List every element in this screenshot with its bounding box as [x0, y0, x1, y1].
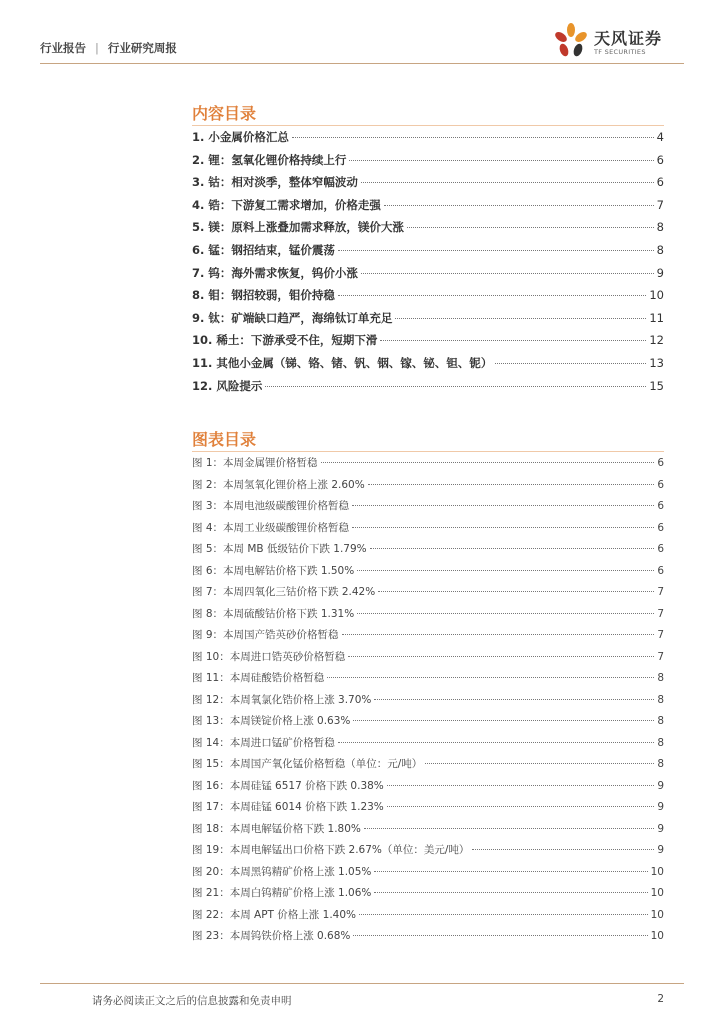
leader-dots — [352, 505, 654, 506]
figure-entry-label: 图 15：本周国产氧化锰价格暂稳（单位：元/吨） — [192, 758, 423, 770]
figure-entry[interactable] — [192, 907, 664, 922]
leader-dots — [378, 591, 654, 592]
leader-dots — [353, 720, 654, 721]
figure-entry-page: 10 — [650, 865, 664, 878]
leader-dots — [349, 160, 653, 161]
logo-english-name: TF SECURITIES — [594, 48, 646, 56]
figure-entry-label: 图 16：本周硅锰 6517 价格下跌 0.38% — [192, 779, 384, 792]
figure-entry[interactable] — [192, 713, 664, 728]
figure-entry-page: 9 — [657, 779, 664, 792]
leader-dots — [327, 677, 654, 678]
contents-entry-page: 15 — [649, 378, 664, 393]
breadcrumb-separator: | — [95, 41, 99, 55]
figure-entry[interactable] — [192, 455, 664, 470]
leader-dots — [374, 699, 654, 700]
leader-dots — [472, 849, 654, 850]
figure-entry[interactable] — [192, 885, 664, 900]
contents-entry-page: 13 — [649, 356, 664, 370]
contents-entry[interactable] — [192, 265, 664, 281]
leader-dots — [359, 914, 648, 915]
contents-entry[interactable] — [192, 174, 664, 190]
figure-entry-label: 图 5：本周 MB 低级钴价下跌 1.79% — [192, 543, 367, 555]
leader-dots — [265, 386, 646, 387]
contents-entry-page: 7 — [656, 197, 664, 212]
contents-entry[interactable] — [192, 152, 664, 168]
contents-title: 内容目录 — [192, 104, 257, 123]
figure-entry-label: 图 6：本周电解钴价格下跌 1.50% — [192, 564, 355, 577]
figure-entry-label: 图 14：本周进口锰矿价格暂稳 — [192, 736, 335, 749]
leader-dots — [357, 570, 654, 571]
contents-entry-page: 4 — [656, 130, 664, 144]
disclaimer-note: 请务必阅读正文之后的信息披露和免责申明 — [92, 995, 292, 1007]
figure-entry-label: 图 23：本周钨铁价格上涨 0.68% — [192, 930, 351, 942]
figure-entry[interactable] — [192, 563, 664, 578]
figure-entry[interactable] — [192, 821, 664, 836]
figure-entry-page: 8 — [657, 758, 664, 770]
leader-dots — [374, 871, 647, 872]
figure-entry[interactable] — [192, 842, 664, 857]
figure-entry[interactable] — [192, 928, 664, 943]
contents-entry-page: 8 — [656, 220, 664, 235]
contents-entry[interactable] — [192, 355, 664, 371]
figure-entry-page: 6 — [657, 478, 664, 491]
flower-logo-icon — [554, 22, 588, 60]
figure-entry[interactable] — [192, 584, 664, 599]
leader-dots — [425, 763, 654, 764]
leader-dots — [370, 548, 655, 549]
page-number: 2 — [657, 993, 664, 1005]
contents-entry[interactable] — [192, 287, 664, 303]
leader-dots — [361, 273, 654, 274]
contents-entry-label: 8. 钼：钢招较弱，钼价持稳 — [192, 288, 335, 303]
figure-entry[interactable] — [192, 520, 664, 535]
figure-entry-page: 10 — [650, 908, 664, 921]
leader-dots — [292, 137, 654, 138]
leader-dots — [395, 318, 646, 319]
figure-entry-label: 图 2：本周氢氧化锂价格上涨 2.60% — [192, 478, 365, 491]
contents-entry-label: 12. 风险提示 — [192, 378, 263, 393]
figure-entry-label: 图 13：本周镁锭价格上涨 0.63% — [192, 715, 351, 727]
leader-dots — [348, 656, 654, 657]
report-subcategory: 行业研究周报 — [107, 41, 177, 55]
figure-entry[interactable] — [192, 864, 664, 879]
contents-entry[interactable] — [192, 219, 664, 235]
leader-dots — [387, 785, 655, 786]
figure-entry-label: 图 7：本周四氧化三钴价格下跌 2.42% — [192, 586, 376, 598]
figure-entry-label: 图 8：本周硫酸钴价格下跌 1.31% — [192, 607, 355, 620]
contents-entry-label: 5. 镁：原料上涨叠加需求释放，镁价大涨 — [192, 220, 404, 235]
contents-entry[interactable] — [192, 378, 664, 394]
contents-entry-page: 8 — [656, 243, 664, 257]
leader-dots — [380, 340, 646, 341]
leader-dots — [353, 935, 647, 936]
logo-chinese-name: 天风证券 — [594, 29, 663, 48]
contents-entry-label: 11. 其他小金属（锑、铬、锗、钒、铟、镓、铋、钽、铌） — [192, 356, 493, 370]
figure-entry-page: 7 — [657, 607, 664, 620]
figure-entry-page: 6 — [657, 564, 664, 577]
contents-entry-label: 10. 稀土：下游承受不住，短期下滑 — [192, 333, 378, 348]
figure-entry-page: 6 — [657, 521, 664, 534]
figure-entry-page: 7 — [657, 586, 664, 598]
figure-entry-label: 图 22：本周 APT 价格上涨 1.40% — [192, 908, 356, 921]
figure-entry[interactable] — [192, 606, 664, 621]
figure-entry[interactable] — [192, 498, 664, 513]
contents-title-divider — [192, 125, 664, 126]
leader-dots — [361, 182, 654, 183]
leader-dots — [338, 250, 654, 251]
leader-dots — [338, 295, 646, 296]
figure-entry-page: 6 — [657, 500, 664, 512]
contents-entry-label: 3. 钴：相对淡季，整体窄幅波动 — [192, 175, 358, 190]
leader-dots — [384, 205, 654, 206]
report-category: 行业报告 — [40, 41, 86, 55]
contents-entry-label: 4. 锆：下游复工需求增加，价格走强 — [192, 197, 381, 212]
figure-entry[interactable] — [192, 799, 664, 814]
figure-entry-label: 图 1：本周金属锂价格暂稳 — [192, 457, 318, 469]
figure-entry[interactable] — [192, 756, 664, 771]
footer-divider — [40, 983, 684, 984]
leader-dots — [342, 634, 655, 635]
figure-entry[interactable] — [192, 692, 664, 707]
figure-entry[interactable] — [192, 670, 664, 685]
leader-dots — [364, 828, 654, 829]
figure-entry-page: 8 — [657, 736, 664, 749]
figure-entry-page: 7 — [657, 629, 664, 641]
contents-entry-page: 11 — [649, 310, 664, 325]
contents-entry[interactable] — [192, 129, 664, 145]
figure-entry-label: 图 20：本周黑钨精矿价格上涨 1.05% — [192, 865, 372, 878]
leader-dots — [495, 363, 646, 364]
figure-entry-label: 图 19：本周电解锰出口价格下跌 2.67%（单位：美元/吨） — [192, 844, 470, 856]
figure-entry-page: 8 — [657, 715, 664, 727]
company-logo — [554, 22, 684, 62]
figure-entry-page: 8 — [657, 672, 664, 684]
figure-entry-label: 图 21：本周白钨精矿价格上涨 1.06% — [192, 887, 372, 899]
contents-entry[interactable] — [192, 197, 664, 213]
figure-entry[interactable] — [192, 778, 664, 793]
leader-dots — [368, 484, 655, 485]
figure-entry-label: 图 18：本周电解锰价格下跌 1.80% — [192, 822, 361, 835]
figure-entry-page: 7 — [657, 650, 664, 663]
figure-entry-page: 10 — [650, 930, 664, 942]
report-breadcrumb — [40, 40, 177, 56]
figure-entry-label: 图 9：本周国产锆英砂价格暂稳 — [192, 629, 339, 641]
figure-entry[interactable] — [192, 649, 664, 664]
contents-entry-page: 10 — [649, 288, 664, 303]
figure-entry-label: 图 12：本周氧氯化锆价格上涨 3.70% — [192, 693, 372, 706]
figure-entry-label: 图 10：本周进口锆英砂价格暂稳 — [192, 650, 346, 663]
figure-entry[interactable] — [192, 627, 664, 642]
contents-entry-page: 6 — [656, 152, 664, 167]
figure-entry-page: 9 — [657, 844, 664, 856]
figure-entry-page: 8 — [657, 693, 664, 706]
contents-entry-page: 9 — [656, 265, 664, 280]
leader-dots — [387, 806, 655, 807]
contents-entry-label: 9. 钛：矿端缺口趋严，海绵钛订单充足 — [192, 310, 393, 325]
figures-title-divider — [192, 451, 664, 452]
leader-dots — [407, 227, 654, 228]
figure-entry-page: 9 — [657, 822, 664, 835]
contents-entry-page: 6 — [656, 175, 664, 190]
figure-entry-page: 6 — [657, 543, 664, 555]
figure-entry-label: 图 3：本周电池级碳酸锂价格暂稳 — [192, 500, 350, 512]
figure-entry-page: 10 — [650, 887, 664, 899]
figure-entry-label: 图 17：本周硅锰 6014 价格下跌 1.23% — [192, 801, 384, 813]
figure-entry[interactable] — [192, 735, 664, 750]
header-divider — [40, 63, 684, 64]
figure-entry-label: 图 4：本周工业级碳酸锂价格暂稳 — [192, 521, 350, 534]
contents-entry[interactable] — [192, 310, 664, 326]
leader-dots — [374, 892, 647, 893]
figure-entry-page: 9 — [657, 801, 664, 813]
contents-entry-label: 1. 小金属价格汇总 — [192, 130, 289, 144]
figures-title: 图表目录 — [192, 430, 257, 449]
leader-dots — [321, 462, 655, 463]
leader-dots — [357, 613, 654, 614]
leader-dots — [338, 742, 655, 743]
figure-entry-label: 图 11：本周硅酸锆价格暂稳 — [192, 672, 325, 684]
contents-entry-label: 7. 钨：海外需求恢复，钨价小涨 — [192, 265, 358, 280]
figure-entry[interactable] — [192, 541, 664, 556]
leader-dots — [352, 527, 654, 528]
contents-entry-page: 12 — [649, 333, 664, 348]
figure-entry-page: 6 — [657, 457, 664, 469]
contents-entry[interactable] — [192, 242, 664, 258]
contents-entry[interactable] — [192, 332, 664, 348]
contents-entry-label: 6. 锰：钢招结束，锰价震荡 — [192, 243, 335, 257]
figure-entry[interactable] — [192, 477, 664, 492]
contents-entry-label: 2. 锂：氢氧化锂价格持续上行 — [192, 152, 347, 167]
